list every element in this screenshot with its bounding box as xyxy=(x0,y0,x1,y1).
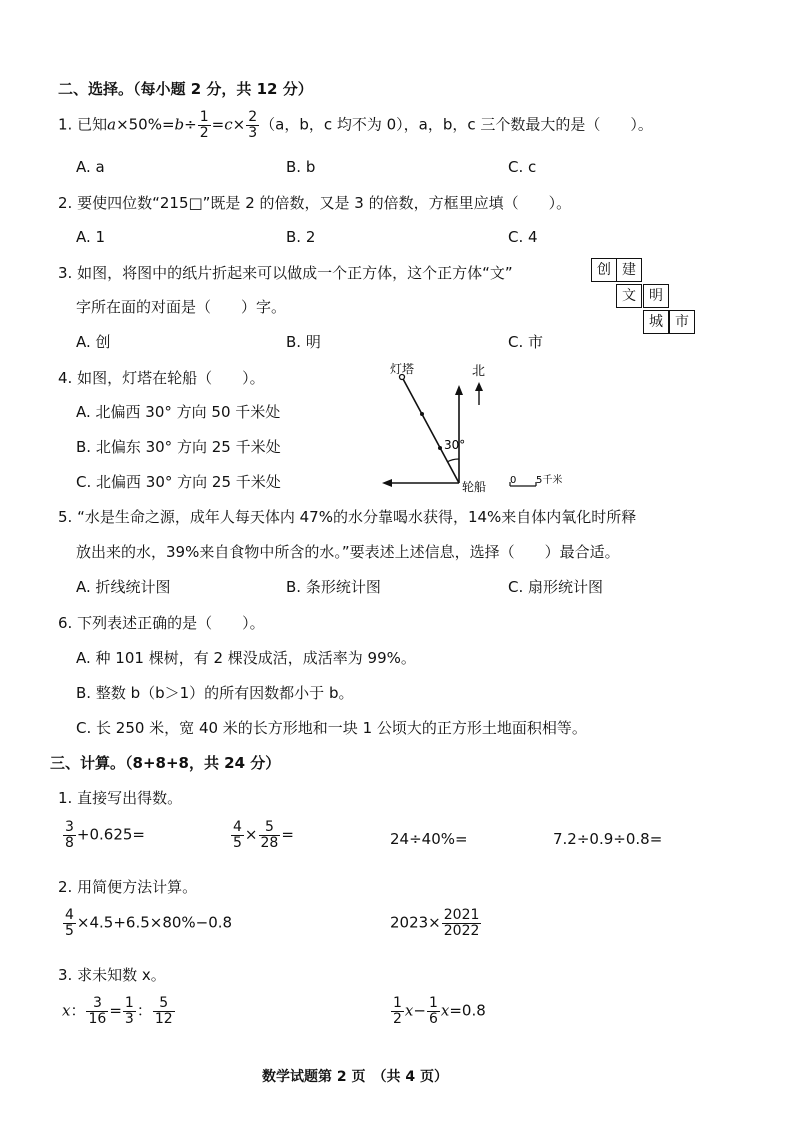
direction-diagram xyxy=(360,355,580,495)
calc1-expr1-rest: +0.625= xyxy=(76,825,146,844)
q2-option-b[interactable]: B. 2 xyxy=(286,228,316,246)
calc3-expr1-num1: 3 xyxy=(86,996,108,1012)
calc3-expr1-frac3 xyxy=(153,996,175,1026)
calc3-expr2-den2: 6 xyxy=(428,1010,438,1027)
calc3-expr1 xyxy=(62,996,176,1026)
calc1-expr2-den1: 5 xyxy=(233,834,242,851)
calc1-expr1-num: 3 xyxy=(65,819,74,835)
calc3-expr1-den1: 16 xyxy=(88,1010,107,1027)
calc1-expr2-num2: 5 xyxy=(259,820,281,836)
calc3-expr2-frac2 xyxy=(427,996,440,1026)
q3-option-c[interactable]: C. 市 xyxy=(508,333,544,351)
calc2-expr2-num: 2021 xyxy=(443,907,480,923)
q6-option-a[interactable]: A. 种 101 棵树，有 2 棵没成活，成活率为 99%。 xyxy=(76,649,416,667)
north-axis-arrowhead xyxy=(455,385,463,395)
cube-face-shi: 市 xyxy=(669,310,695,334)
cube-face-jian: 建 xyxy=(616,258,642,282)
calc2-expr1-rest: ×4.5+6.5×80%−0.8 xyxy=(76,913,233,932)
q1-eq: = xyxy=(211,115,225,134)
calc1-expr1-den: 8 xyxy=(65,834,74,851)
q3-stem-line2: 字所在面的对面是（ ）字。 xyxy=(76,298,287,316)
q2-option-c[interactable]: C. 4 xyxy=(508,228,538,246)
calc1-expr2 xyxy=(230,820,294,850)
calc1-title: 1. 直接写出得数。 xyxy=(58,789,183,807)
calc2-expr2-frac xyxy=(442,908,482,938)
calc2-title: 2. 用简便方法计算。 xyxy=(58,878,198,896)
cube-face-wen: 文 xyxy=(616,284,642,308)
q1-stem xyxy=(58,110,653,140)
calc3-expr2-minus: − xyxy=(413,1001,426,1020)
q3-stem-line1: 3. 如图，将图中的纸片折起来可以做成一个正方体，这个正方体“文” xyxy=(58,264,513,282)
calc3-expr2 xyxy=(390,996,486,1026)
page-footer: 数学试题第 2 页 （共 4 页） xyxy=(262,1069,448,1085)
q3-option-b[interactable]: B. 明 xyxy=(286,333,321,351)
q1-frac-half xyxy=(198,110,211,140)
angle-label: 30° xyxy=(444,438,466,452)
q5-option-a[interactable]: A. 折线统计图 xyxy=(76,578,171,596)
calc3-expr1-eq: = xyxy=(109,1001,122,1020)
calc3-expr1-den2: 3 xyxy=(124,1010,134,1027)
calc3-expr1-den3: 12 xyxy=(154,1010,173,1027)
q1-frac1-num: 1 xyxy=(199,109,209,125)
calc3-expr2-num1: 1 xyxy=(393,995,402,1011)
lighthouse-line-tick-1 xyxy=(438,446,442,450)
q2-stem: 2. 要使四位数“215□”既是 2 的倍数，又是 3 的倍数，方框里应填（ ）。 xyxy=(58,194,572,212)
calc1-expr2-rest: = xyxy=(281,825,294,844)
lighthouse-label: 灯塔 xyxy=(390,362,415,376)
calc2-expr1 xyxy=(62,908,232,938)
q5-option-c[interactable]: C. 扇形统计图 xyxy=(508,578,604,596)
q3-option-a[interactable]: A. 创 xyxy=(76,333,111,351)
q4-option-a[interactable]: A. 北偏西 30° 方向 50 千米处 xyxy=(76,403,281,421)
q4-stem: 4. 如图，灯塔在轮船（ ）。 xyxy=(58,369,265,387)
calc2-expr2-den: 2022 xyxy=(443,922,480,939)
calc2-expr1-frac xyxy=(63,908,76,938)
q1-option-a[interactable]: A. a xyxy=(76,158,105,176)
q1-div: ÷ xyxy=(184,115,197,134)
q5-stem-line2: 放出来的水，39%来自食物中所含的水。”要表述上述信息，选择（ ）最合适。 xyxy=(76,543,620,561)
q1-frac2-den: 3 xyxy=(248,124,258,141)
scale-zero-label: 0 xyxy=(510,475,517,486)
q1-frac2-num: 2 xyxy=(248,109,258,125)
calc3-expr2-rest: =0.8 xyxy=(449,1001,486,1020)
calc1-expr2-op: × xyxy=(244,825,258,844)
calc3-title: 3. 求未知数 x。 xyxy=(58,966,166,984)
cube-face-chuang: 创 xyxy=(591,258,617,282)
calc3-expr2-frac1 xyxy=(391,996,404,1026)
q1-option-b[interactable]: B. b xyxy=(286,158,316,176)
calc3-expr1-frac2 xyxy=(123,996,136,1026)
calc1-expr2-frac2 xyxy=(259,820,281,850)
calc1-expr1 xyxy=(62,820,145,850)
q6-option-c[interactable]: C. 长 250 米，宽 40 米的长方形地和一块 1 公顷大的正方形土地面积相等。 xyxy=(76,719,587,737)
calc3-expr2-x2: x xyxy=(440,1001,450,1020)
scale-label: 5千米 xyxy=(536,475,563,486)
calc2-expr2 xyxy=(390,908,482,938)
north-label: 北 xyxy=(472,364,486,379)
q1-post: （a，b，c 均不为 0），a，b，c 三个数最大的是（ ）。 xyxy=(260,115,653,134)
calc2-expr1-den: 5 xyxy=(65,922,74,939)
section3-title: 三、计算。（8+8+8，共 24 分） xyxy=(50,754,281,772)
q1-num: 1. xyxy=(58,115,73,134)
calc3-expr1-num2: 1 xyxy=(124,995,134,1011)
lighthouse-direction-line xyxy=(402,377,459,483)
q5-stem-line1: 5. “水是生命之源，成年人每天体内 47%的水分靠喝水获得，14%来自体内氧化时所释 xyxy=(58,508,637,526)
q1-option-c[interactable]: C. c xyxy=(508,158,537,176)
calc1-expr3: 24÷40%= xyxy=(390,830,468,848)
calc3-expr1-colon: ： xyxy=(70,1001,86,1020)
ship-label: 轮船 xyxy=(462,480,487,494)
calc3-expr1-x: x xyxy=(62,1001,71,1020)
q1-times50: ×50%= xyxy=(116,115,175,134)
q1-times: × xyxy=(232,115,246,134)
q1-var-b: b xyxy=(174,115,185,134)
q6-option-b[interactable]: B. 整数 b（b＞1）的所有因数都小于 b。 xyxy=(76,684,354,702)
q5-option-b[interactable]: B. 条形统计图 xyxy=(286,578,381,596)
calc3-expr2-x1: x xyxy=(404,1001,414,1020)
q2-option-a[interactable]: A. 1 xyxy=(76,228,106,246)
section2-title: 二、选择。（每小题 2 分，共 12 分） xyxy=(58,80,313,98)
calc3-expr2-den1: 2 xyxy=(393,1010,402,1027)
calc1-expr1-frac xyxy=(63,820,76,850)
calc1-expr2-den2: 28 xyxy=(260,834,279,851)
q1-frac-twothirds xyxy=(246,110,259,140)
lighthouse-line-tick-2 xyxy=(420,412,424,416)
cube-face-cheng: 城 xyxy=(643,310,669,334)
q1-var-c: c xyxy=(224,115,233,134)
calc1-expr4: 7.2÷0.9÷0.8= xyxy=(553,830,663,848)
calc3-expr2-num2: 1 xyxy=(428,995,438,1011)
calc3-expr1-frac1 xyxy=(86,996,108,1026)
calc1-expr2-num1: 4 xyxy=(233,819,242,835)
q1-var-a: a xyxy=(107,115,117,134)
calc2-expr1-num: 4 xyxy=(65,907,74,923)
angle-arc xyxy=(447,459,459,462)
calc3-expr1-colon2: ： xyxy=(136,1001,152,1020)
calc1-expr2-frac1 xyxy=(231,820,244,850)
q1-frac1-den: 2 xyxy=(199,124,209,141)
q1-pre: 已知 xyxy=(77,115,108,134)
q4-option-b[interactable]: B. 北偏东 30° 方向 25 千米处 xyxy=(76,438,281,456)
west-axis-arrowhead xyxy=(382,479,392,487)
q4-option-c[interactable]: C. 北偏西 30° 方向 25 千米处 xyxy=(76,473,281,491)
calc2-expr2-pre: 2023× xyxy=(390,913,441,932)
q6-stem: 6. 下列表述正确的是（ ）。 xyxy=(58,614,265,632)
cube-face-ming: 明 xyxy=(643,284,669,308)
north-indicator-arrowhead xyxy=(475,382,483,391)
calc3-expr1-num3: 5 xyxy=(153,996,175,1012)
